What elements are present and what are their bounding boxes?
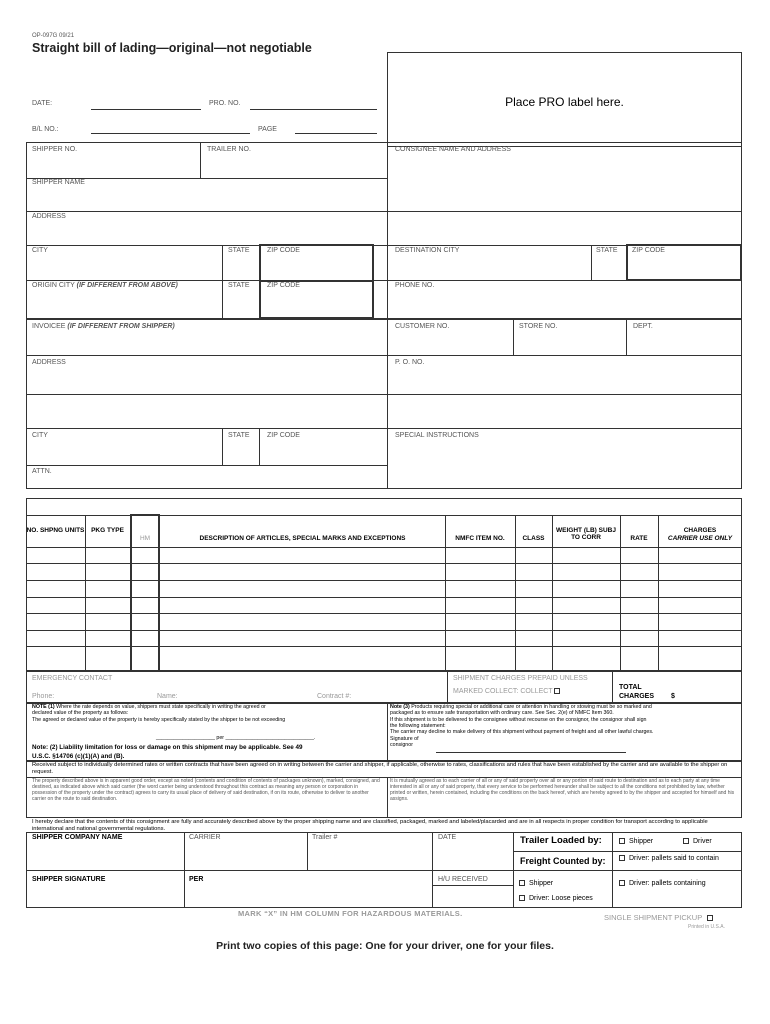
bl-no-label: B/L NO.: [32, 126, 59, 133]
nmfc-header: NMFC ITEM NO. [455, 535, 505, 542]
hm-header: HM [139, 535, 151, 542]
note2: Note: (2) Liability limitation for loss or damage on this shipment may be applicable. See 49 [32, 744, 303, 751]
zip-label: ZIP CODE [267, 247, 300, 254]
page-label: PAGE [258, 126, 277, 133]
trailer-no-label: TRAILER NO. [207, 146, 251, 153]
shipper-checkbox[interactable] [619, 838, 625, 844]
counted-loose-option[interactable]: Driver: Loose pieces [519, 895, 593, 903]
note2b: U.S.C. §14706 (c)(1)(A) and (B). [32, 753, 125, 760]
charges-header: CHARGES [683, 527, 717, 534]
driver-checkbox[interactable] [683, 838, 689, 844]
inv-state-label: STATE [228, 432, 250, 439]
prepaid-label: SHIPMENT CHARGES PREPAID UNLESS [453, 675, 588, 682]
origin-zip-label: ZIP CODE [267, 282, 300, 289]
trailer-label: Trailer # [312, 834, 338, 841]
invoicee-label: INVOICEE (IF DIFFERENT FROM SHIPPER) [32, 323, 175, 330]
dest-city-label: DESTINATION CITY [395, 247, 460, 254]
shipper-signature-label: SHIPPER SIGNATURE [32, 876, 106, 883]
note1: NOTE (1) Where the rate depends on value, shippers must state specifically in writing the agreed or declared value of the property as follows: The agreed or declared value of the property is hereby specifically stated by the shipper to be not exceeding [32, 704, 286, 723]
state-label: STATE [228, 247, 250, 254]
counted-driver-containing[interactable]: Driver: pallets containing [619, 880, 706, 888]
bl-no-field[interactable] [91, 133, 250, 134]
date-field[interactable] [91, 109, 201, 110]
counted-shipper-option[interactable]: Shipper [519, 880, 553, 888]
customer-no-label: CUSTOMER NO. [395, 323, 450, 330]
special-instructions-label: SPECIAL INSTRUCTIONS [395, 432, 479, 439]
loaded-driver-option[interactable]: Driver [683, 838, 712, 846]
driver-contain-checkbox[interactable] [619, 855, 625, 861]
dest-state-label: STATE [596, 247, 618, 254]
desc-header: DESCRIPTION OF ARTICLES, SPECIAL MARKS AND EXCEPTIONS [199, 535, 406, 542]
loaded-shipper-option[interactable]: Shipper [619, 838, 653, 846]
page-field[interactable] [295, 133, 377, 134]
rate-header: RATE [630, 535, 648, 542]
hm-note: MARK “X” IN HM COLUMN FOR HAZARDOUS MATERIALS. [238, 909, 463, 918]
store-no-label: STORE NO. [519, 323, 558, 330]
print-instructions: Print two copies of this page: One for your driver, one for your files. [216, 940, 554, 952]
hu-received-label: H/U RECEIVED [438, 876, 488, 883]
loose-pieces-checkbox[interactable] [519, 895, 525, 901]
note3: Note (3) Products requiring special or additional care or attention in handling or stowing must be so marked and packaged as to ensure safe transportation with ordinary care. See Sec. 2(e) of NMFC Item 360. If this shipment is to be delivered to the consignee without recourse on the consignor, the consignor shall sign the following statement: The carrier may decline to make delivery of this shipment without payment of freight and all other lawful charges. Signature of consignor [390, 704, 654, 749]
form-code: OP-097G 09/21 [32, 33, 75, 39]
terms-left: The property described above is in apparent good order, except as noted (contents and condition of contents of packages unknown), marked, consigned, and destined, as indicated above which said carrier (the word carrier being understood throughout this contract as meaning any person or corporation in possession of the property under the contract) agrees to carry its usual place of delivery of said destination, if on its route, otherwise to deliver to another carrier on the route to said destination. [32, 778, 380, 802]
emergency-phone: Phone: [32, 693, 55, 700]
pro-no-label: PRO. NO. [209, 100, 241, 107]
driver-containing-checkbox[interactable] [619, 880, 625, 886]
single-shipment-label: SINGLE SHIPMENT PICKUP [604, 914, 717, 923]
per-label: PER [189, 876, 204, 883]
consignee-name-label: CONSIGNEE NAME AND ADDRESS [395, 146, 511, 153]
charges-subheader: CARRIER USE ONLY [667, 535, 733, 542]
terms-right: It is mutually agreed as to each carrier of all or any of said property over all or any portion of said route to destination and as to each party at any time interested in all or any of said property, that every service to be performed hereunder shall be subject to all the conditions not prohibited by law, whether printed or written, herein contained, including the conditions on the back hereof, which are hereby agreed to by the shipper and accepted for himself and his assigns. [390, 778, 735, 802]
carrier-label: CARRIER [189, 834, 221, 841]
company-name-label: SHIPPER COMPANY NAME [32, 834, 123, 841]
shipper-consignee-block [26, 142, 742, 319]
shipper-name-label: SHIPPER NAME [32, 179, 85, 186]
declare-text: I hereby declare that the contents of this consignment are fully and accurately described above by the proper shipping name and are classified, packaged, marked and labeled/placarded and are in all respects in proper condition for transport according to applicable international and national governmental regulations. [32, 819, 708, 832]
units-header: NO. SHPNG UNITS [26, 527, 85, 534]
emergency-contract: Contract #: [317, 693, 352, 700]
dept-label: DEPT. [633, 323, 653, 330]
city-label: CITY [32, 247, 48, 254]
emergency-name: Name: [157, 693, 178, 700]
inv-zip-label: ZIP CODE [267, 432, 300, 439]
counted-shipper-checkbox[interactable] [519, 880, 525, 886]
form-title: Straight bill of lading—original—not negotiable [32, 41, 312, 55]
consignor-signature-line[interactable] [436, 752, 626, 753]
attn-label: ATTN. [32, 468, 52, 475]
address-label: ADDRESS [32, 213, 66, 220]
emergency-title: EMERGENCY CONTACT [32, 675, 113, 682]
invoicee-block [26, 319, 742, 489]
po-no-label: P. O. NO. [395, 359, 425, 366]
note1-per: ____________________ per ______________________________. [156, 735, 316, 741]
collect-checkbox[interactable] [554, 688, 560, 694]
date-label: DATE: [32, 100, 53, 107]
shipper-no-label: SHIPPER NO. [32, 146, 78, 153]
date-sig-label: DATE [438, 834, 457, 841]
dest-zip-label: ZIP CODE [632, 247, 665, 254]
origin-city-label: ORIGIN CITY (IF DIFFERENT FROM ABOVE) [32, 282, 178, 289]
freight-counted-label: Freight Counted by: [520, 856, 606, 866]
weight-header: WEIGHT (LB) SUBJ TO CORR [556, 527, 616, 542]
origin-state-label: STATE [228, 282, 250, 289]
phone-label: PHONE NO. [395, 282, 435, 289]
marked-collect: MARKED COLLECT: COLLECT [453, 688, 564, 696]
counted-driver-contain[interactable]: Driver: pallets said to contain [619, 855, 719, 863]
charges-label: CHARGES [619, 693, 655, 700]
inv-address-label: ADDRESS [32, 359, 66, 366]
pro-no-field[interactable] [250, 109, 377, 110]
class-header: CLASS [522, 535, 545, 542]
dollar-sign: $ [671, 693, 675, 700]
total-label: TOTAL [619, 684, 642, 691]
pkg-header: PKG TYPE [91, 527, 124, 534]
pro-label-text: Place PRO label here. [505, 95, 624, 109]
received-text: Received subject to individually determined rates or written contracts that have been agreed on in writing between the carrier and shipper, if applicable, otherwise to rates, classifications and rules that have been established by the carrier and are available to the shipper on request. [32, 762, 728, 775]
trailer-loaded-label: Trailer Loaded by: [520, 835, 602, 846]
printed-usa: Printed in U.S.A. [688, 924, 725, 930]
single-shipment-checkbox[interactable] [707, 915, 713, 921]
inv-city-label: CITY [32, 432, 48, 439]
